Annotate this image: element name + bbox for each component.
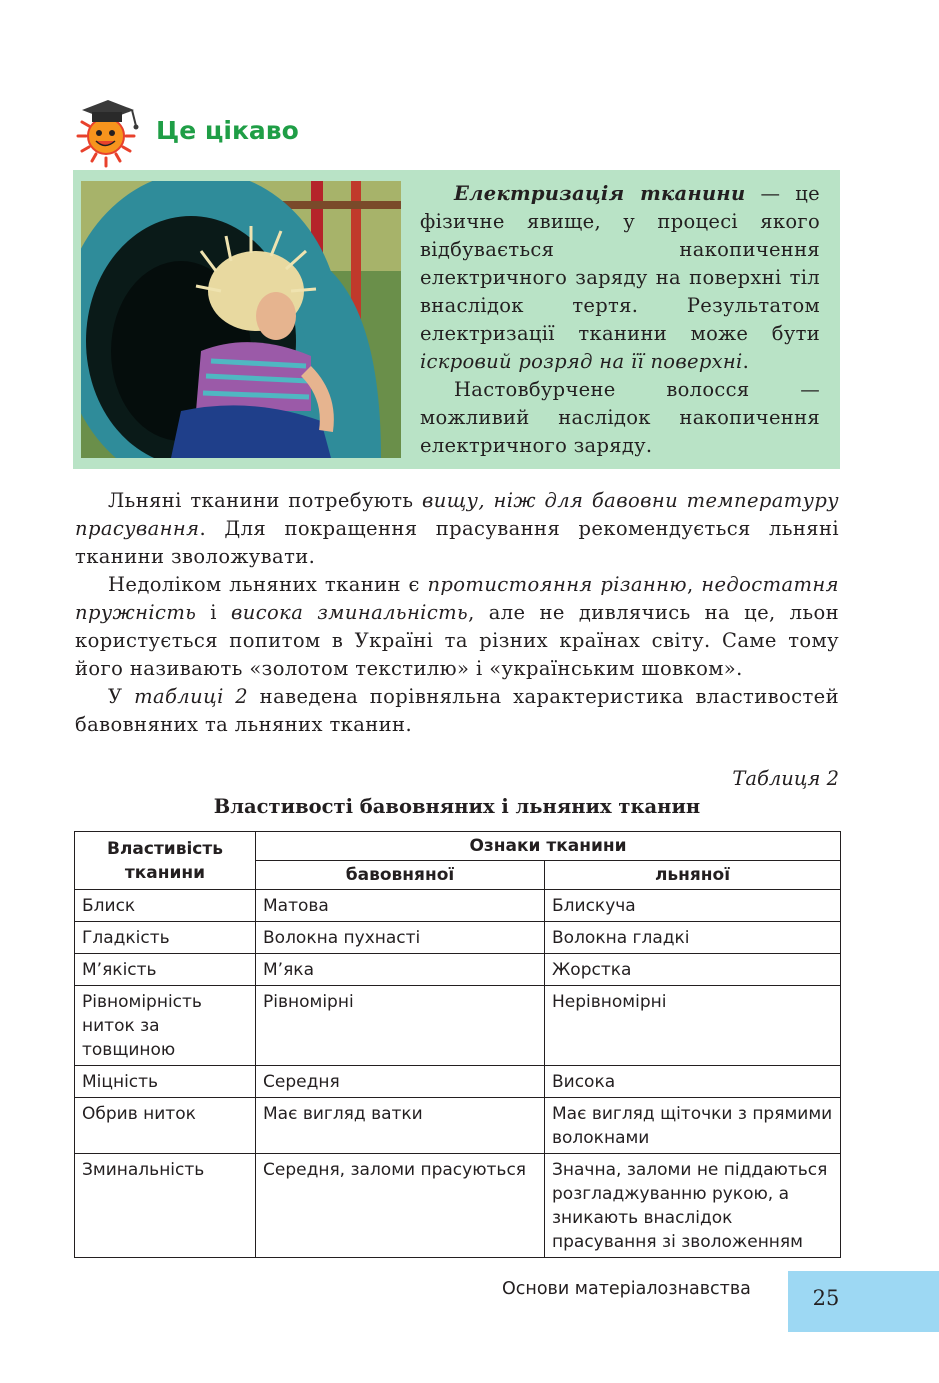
body-p3-start: У [108,685,135,708]
box-text [420,180,820,460]
body-p2-italic-3: висока зминальність [230,601,469,624]
body-p2-end: , але не дивлячись на це, льон користується попитом в Україні та різних країнах світу. Саме тому його називають «золотом текстилю» і «українським шовком». [75,601,839,680]
box-paragraph-2: Настовбурчене волосся — можливий наслідок накопичення електричного заряду. [420,378,820,457]
linen-cell: Висока [545,1066,841,1098]
child-static-hair-photo [81,181,401,458]
linen-cell: Значна, заломи не піддаються розгладжуванню рукою, а зникають внаслідок прасування зі зволоженням [545,1154,841,1258]
header-cotton: бавовняної [256,861,545,890]
table-row [75,954,841,986]
mascot-graduate-icon [74,96,146,168]
body-p2-italic-2: недостатня пружність [75,573,839,624]
table-row [75,1154,841,1258]
body-text [75,487,839,739]
property-cell: Обрив ниток [75,1098,256,1154]
table-reference: таблиці 2 [134,685,249,708]
box-paragraph-1 [420,180,820,376]
page-number-tab [788,1271,939,1332]
term-electrization: Електризація тканини [454,182,746,205]
cotton-cell: М’яка [256,954,545,986]
cotton-cell: Волокна пухнасті [256,922,545,954]
property-cell: Гладкість [75,922,256,954]
header-property: Властивість тканини [75,832,256,890]
body-p2-sep-2: і [196,601,231,624]
header-linen: льняної [545,861,841,890]
body-p1-end: . Для покращення прасування рекомендується льняні тканини зволожувати. [75,517,839,568]
cotton-cell: Має вигляд ватки [256,1098,545,1154]
table-row [75,890,841,922]
property-cell: Зминальність [75,1154,256,1258]
property-cell: Рівномірність ниток за товщиною [75,986,256,1066]
property-cell: Блиск [75,890,256,922]
property-cell: Міцність [75,1066,256,1098]
box-paragraph-1-end: . [742,350,750,373]
footer-section-title: Основи матеріалознавства [502,1279,751,1299]
body-paragraph-2 [75,571,839,683]
body-p2-sep-1: , [687,573,702,596]
body-p1-italic: вищу, ніж для бавовни температуру прасування [75,489,839,540]
linen-cell: Нерівномірні [545,986,841,1066]
spark-discharge-text: іскровий розряд на її поверхні [420,350,743,373]
body-paragraph-1 [75,487,839,571]
body-p2-start: Недоліком льняних тканин є [108,573,428,596]
table-row [75,986,841,1066]
box-paragraph-1-text: — це фізичне явище, у процесі якого відбувається накопичення електричного заряду на поверхні тіл внаслідок тертя. Результатом електризації тканини може бути [420,182,820,345]
linen-cell: Волокна гладкі [545,922,841,954]
cotton-cell: Середня [256,1066,545,1098]
linen-cell: Має вигляд щіточки з прямими волокнами [545,1098,841,1154]
interesting-fact-box [73,170,840,469]
heading-title: Це цікаво [156,116,299,145]
properties-table [74,831,841,1258]
table-row [75,1098,841,1154]
table-title: Властивості бавовняних і льняних тканин [213,795,701,818]
body-p3-end: наведена порівняльна характеристика властивостей бавовняних та льняних тканин. [75,685,839,736]
property-cell: М’якість [75,954,256,986]
table-label: Таблиця 2 [732,767,839,790]
table-row [75,922,841,954]
linen-cell: Блискуча [545,890,841,922]
header-features: Ознаки тканини [256,832,841,861]
cotton-cell: Середня, заломи прасуються [256,1154,545,1258]
body-p2-italic-1: протистояння різанню [427,573,687,596]
body-paragraph-3 [75,683,839,739]
body-p1-start: Льняні тканини потребують [108,489,422,512]
cotton-cell: Рівномірні [256,986,545,1066]
table-row [75,1066,841,1098]
linen-cell: Жорстка [545,954,841,986]
cotton-cell: Матова [256,890,545,922]
page-number: 25 [812,1286,840,1310]
